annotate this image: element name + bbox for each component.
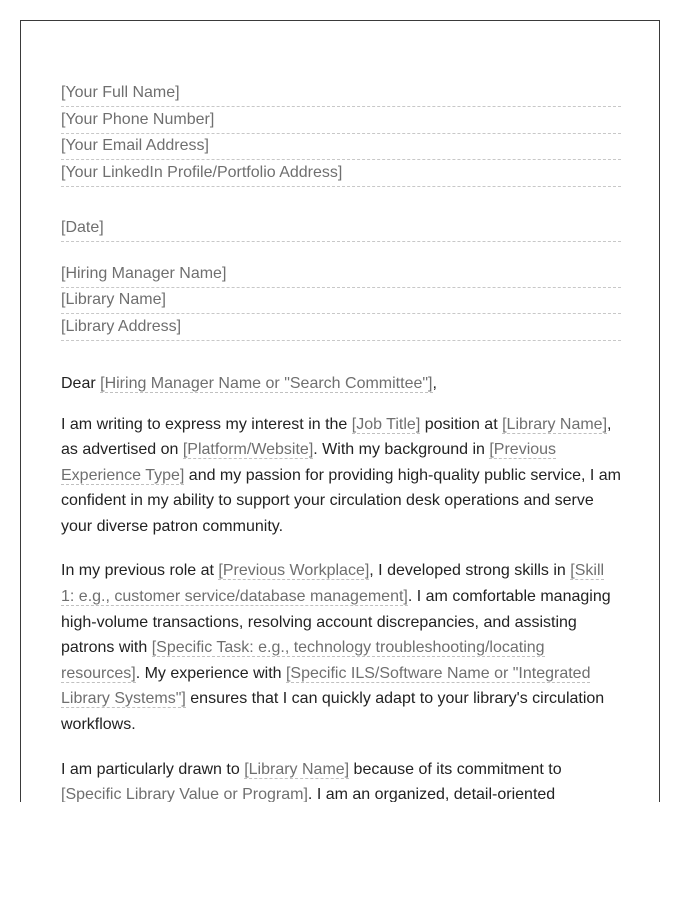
- sender-phone-field[interactable]: [Your Phone Number]: [61, 108, 621, 134]
- recipient-address-field[interactable]: [Library Address]: [61, 315, 621, 341]
- library-value-placeholder[interactable]: [Specific Library Value or Program]: [61, 786, 308, 802]
- paragraph-intro: [61, 412, 621, 540]
- p3-text-2: because of its commitment to: [349, 760, 562, 778]
- library-name-placeholder[interactable]: [Library Name]: [502, 415, 608, 433]
- letter-content: [61, 81, 621, 802]
- salutation-prefix: Dear: [61, 374, 101, 392]
- previous-workplace-placeholder[interactable]: [Previous Workplace]: [218, 562, 370, 580]
- sender-email-field[interactable]: [Your Email Address]: [61, 134, 621, 160]
- p2-text-2: , I developed strong skills in: [369, 562, 571, 580]
- p1-text-4: . With my background in: [313, 441, 490, 459]
- p2-text-3: . I am comfortable managing high-volume transactions, resolving account discrepancies, and assisting patrons with: [61, 588, 611, 657]
- p1-text-1: I am writing to express my interest in the: [61, 415, 352, 433]
- library-name-placeholder-2[interactable]: [Library Name]: [244, 760, 350, 778]
- salutation-placeholder[interactable]: [Hiring Manager Name or "Search Committee"]: [100, 374, 433, 392]
- software-name-placeholder[interactable]: [Specific ILS/Software Name or "Integrated Library Systems"]: [61, 664, 591, 708]
- salutation: [61, 371, 621, 397]
- p2-text-5: ensures that I can quickly adapt to your library's circulation workflows.: [61, 690, 605, 734]
- paragraph-motivation: [61, 757, 621, 802]
- job-title-placeholder[interactable]: [Job Title]: [351, 415, 421, 433]
- p1-text-3: , as advertised on: [61, 415, 612, 459]
- p2-text-1: In my previous role at: [61, 562, 219, 580]
- salutation-suffix: ,: [432, 374, 437, 392]
- skill-placeholder[interactable]: [Skill 1: e.g., customer service/database management]: [61, 562, 605, 606]
- experience-type-placeholder[interactable]: [Previous Experience Type]: [61, 441, 557, 484]
- p1-text-5: and my passion for providing high-quality public service, I am confident in my ability to support your circulation desk operations and serve your diverse patron community.: [61, 466, 621, 535]
- date-field[interactable]: [Date]: [61, 216, 621, 242]
- sender-name-field[interactable]: [Your Full Name]: [61, 81, 621, 107]
- recipient-manager-field[interactable]: [Hiring Manager Name]: [61, 262, 621, 288]
- letter-page: [20, 20, 660, 802]
- p2-text-4: . My experience with: [135, 664, 286, 682]
- p1-text-2: position at: [420, 415, 503, 433]
- recipient-block: [61, 262, 621, 341]
- platform-placeholder[interactable]: [Platform/Website]: [182, 441, 314, 459]
- paragraph-experience: [61, 558, 621, 737]
- p3-text-1: I am particularly drawn to: [61, 760, 245, 778]
- recipient-library-field[interactable]: [Library Name]: [61, 288, 621, 314]
- specific-task-placeholder[interactable]: [Specific Task: e.g., technology troubleshooting/locating resources]: [61, 639, 545, 682]
- p3-text-3: . I am an organized, detail-oriented: [307, 786, 556, 802]
- sender-linkedin-field[interactable]: [Your LinkedIn Profile/Portfolio Address]: [61, 161, 621, 187]
- sender-block: [61, 81, 621, 187]
